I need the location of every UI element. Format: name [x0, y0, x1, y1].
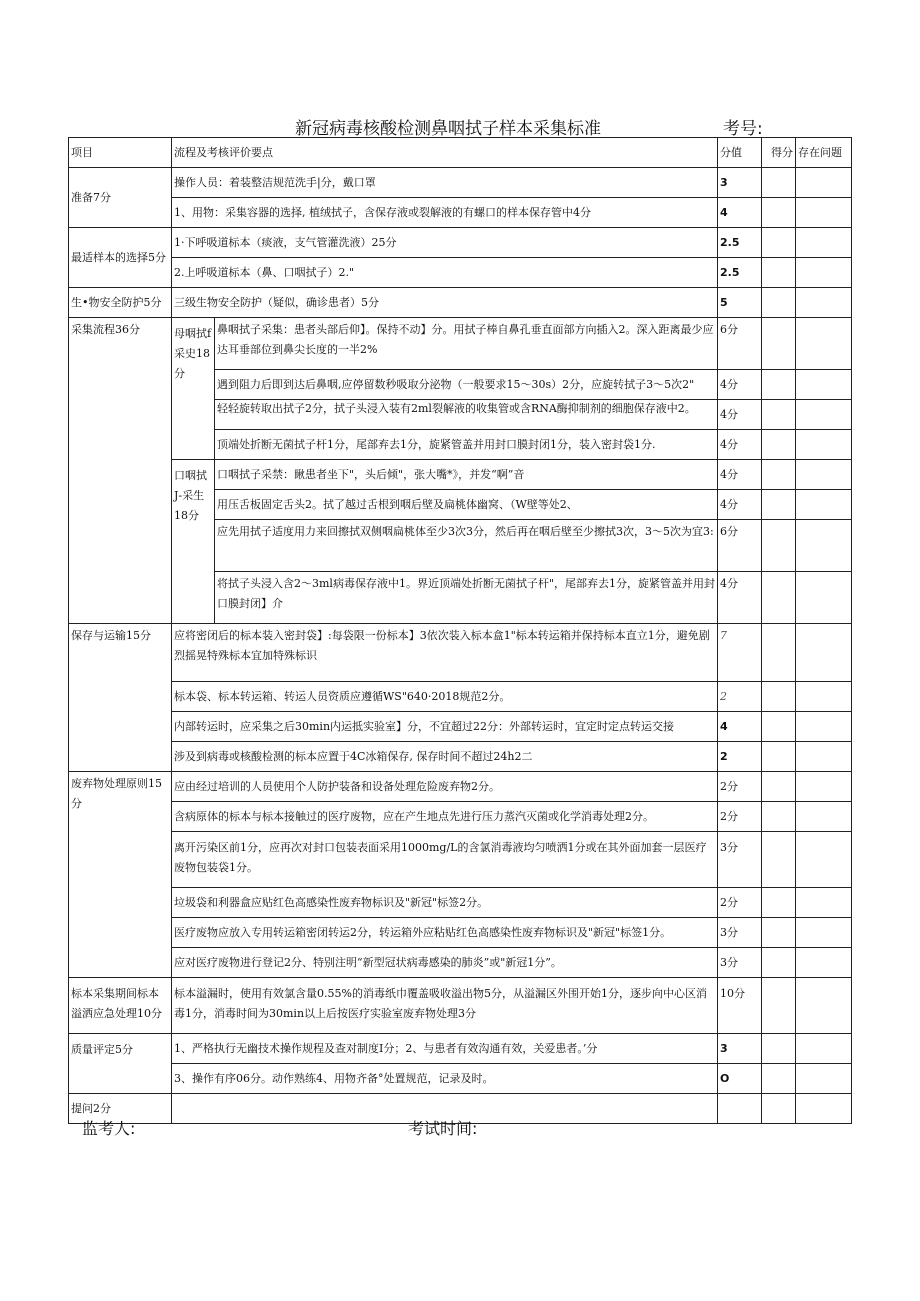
- criterion-text: 三级生物安全防护（疑似，确诊患者）5分: [172, 288, 718, 318]
- criterion-score: 2分: [718, 772, 762, 802]
- table-row: [69, 772, 852, 802]
- exam-time-label: 考试时间:: [408, 1119, 478, 1138]
- criterion-score: 10分: [718, 978, 762, 1034]
- problem-cell[interactable]: [796, 318, 852, 370]
- table-row: [69, 948, 852, 978]
- score-cell[interactable]: [762, 168, 796, 198]
- criterion-score: 3: [718, 1034, 762, 1064]
- table-row: [69, 1064, 852, 1094]
- problem-cell[interactable]: [796, 978, 852, 1034]
- header-got: 得分: [762, 138, 796, 168]
- score-cell[interactable]: [762, 288, 796, 318]
- score-cell[interactable]: [762, 712, 796, 742]
- criterion-score: 2分: [718, 888, 762, 918]
- criterion-text: 内部转运时，应采集之后30min内运抵实验室】分，不宜超过22分：外部转运时，宜定时定点转运交接: [172, 712, 718, 742]
- score-cell[interactable]: [762, 918, 796, 948]
- problem-cell[interactable]: [796, 460, 852, 490]
- criterion-score: 3分: [718, 832, 762, 888]
- table-row: [69, 460, 852, 490]
- criterion-text: 1·下呼吸道标本（痰液，支气管灌洗液）25分: [172, 228, 718, 258]
- criterion-text: 应对医疗废物进行登记2分、特别注明“新型冠状病毒感染的肺炎”或"新冠1分”。: [172, 948, 718, 978]
- problem-cell[interactable]: [796, 400, 852, 430]
- problem-cell[interactable]: [796, 370, 852, 400]
- criterion-text: 3、操作有序06分。动作熟练4、用物齐备°处置规范，记录及时。: [172, 1064, 718, 1094]
- table-row: [69, 888, 852, 918]
- category-prep: 准备7分: [69, 168, 172, 228]
- problem-cell[interactable]: [796, 624, 852, 682]
- category-collect: 采集流程36分: [69, 318, 172, 624]
- criterion-score: 4分: [718, 572, 762, 624]
- table-row: [69, 918, 852, 948]
- criterion-score: 4: [718, 712, 762, 742]
- score-cell[interactable]: [762, 832, 796, 888]
- criterion-text: 口咽拭子采禁：瞅患者坐下"，头后倾"，张大嘴*》，并发“啊”音: [215, 460, 718, 490]
- header-row: [69, 138, 852, 168]
- criterion-text: 1、严格执行无幽技术操作规程及查对制度I分；2、与患者有效沟通有效，关爱患者。’分: [172, 1034, 718, 1064]
- criterion-score: 5: [718, 288, 762, 318]
- header-problem: 存在问题: [796, 138, 852, 168]
- problem-cell[interactable]: [796, 682, 852, 712]
- problem-cell[interactable]: [796, 832, 852, 888]
- category-question: 提问2分: [69, 1094, 172, 1124]
- table-row: [69, 198, 852, 228]
- problem-cell[interactable]: [796, 288, 852, 318]
- criterion-score: 4: [718, 198, 762, 228]
- score-cell[interactable]: [762, 318, 796, 370]
- table-row: [69, 742, 852, 772]
- score-cell[interactable]: [762, 1064, 796, 1094]
- header-process: 流程及考核评价要点: [172, 138, 718, 168]
- criterion-score: 2分: [718, 802, 762, 832]
- score-cell[interactable]: [762, 772, 796, 802]
- score-cell[interactable]: [762, 948, 796, 978]
- problem-cell[interactable]: [796, 888, 852, 918]
- table-row: [69, 682, 852, 712]
- problem-cell[interactable]: [796, 948, 852, 978]
- problem-cell[interactable]: [796, 490, 852, 520]
- criterion-score: 2: [718, 682, 762, 712]
- criterion-score: 4分: [718, 490, 762, 520]
- problem-cell[interactable]: [796, 742, 852, 772]
- score-cell[interactable]: [762, 258, 796, 288]
- problem-cell[interactable]: [796, 1064, 852, 1094]
- criterion-text: 应将密闭后的标本装入密封袋】:每袋限一份标本】3依次装入标本盒1"标本转运箱并保持标本直立1分，避免剧烈摇晃特殊标本宜加特殊标识: [172, 624, 718, 682]
- problem-cell[interactable]: [796, 258, 852, 288]
- table-row: [69, 832, 852, 888]
- problem-cell[interactable]: [796, 520, 852, 572]
- score-cell[interactable]: [762, 490, 796, 520]
- criterion-text: 2.上呼吸道标本（鼻、口咽拭子）2.": [172, 258, 718, 288]
- header-item: 项目: [69, 138, 172, 168]
- score-cell[interactable]: [762, 228, 796, 258]
- criterion-text: 轻轻旋转取出拭子2分，拭子头浸入装有2ml裂解液的收集管或含RNA酶抑制剂的细胞保存液中2。: [215, 400, 718, 430]
- score-cell[interactable]: [762, 1094, 796, 1124]
- problem-cell[interactable]: [796, 572, 852, 624]
- subcategory-nasopharyngeal: 母咽拭f采史18分: [172, 318, 215, 460]
- criterion-text: 鼻咽拭子采集：患者头部后仰】。保持不动】分。用拭子棒自鼻孔垂直面部方向插入2。深入距离最少应达耳垂部位到鼻尖长度的一半2%: [215, 318, 718, 370]
- document-title: 新冠病毒核酸检测鼻咽拭子样本采集标准: [295, 119, 601, 139]
- assessment-table: [68, 137, 852, 1124]
- supervisor-label: 监考人:: [82, 1119, 136, 1138]
- table-row: [69, 318, 852, 370]
- score-cell[interactable]: [762, 742, 796, 772]
- criterion-score: 2: [718, 742, 762, 772]
- criterion-score: 6分: [718, 318, 762, 370]
- criterion-score: 3分: [718, 918, 762, 948]
- criterion-score: 4分: [718, 400, 762, 430]
- header-score: 分值: [718, 138, 762, 168]
- category-spill: 标本采集期间标本溢洒应急处理10分: [69, 978, 172, 1034]
- score-cell[interactable]: [762, 198, 796, 228]
- problem-cell[interactable]: [796, 918, 852, 948]
- criterion-text: 医疗废物应放入专用转运箱密闭转运2分，转运箱外应粘贴红色高感染性废弃物标识及"新冠"标签1分。: [172, 918, 718, 948]
- criterion-score: [718, 1094, 762, 1124]
- problem-cell[interactable]: [796, 802, 852, 832]
- criterion-text: 涉及到病毒或核酸检测的标本应置于4C冰箱保存, 保存时间不超过24h2二: [172, 742, 718, 772]
- criterion-score: 3: [718, 168, 762, 198]
- problem-cell[interactable]: [796, 772, 852, 802]
- problem-cell[interactable]: [796, 168, 852, 198]
- score-cell[interactable]: [762, 624, 796, 682]
- problem-cell[interactable]: [796, 228, 852, 258]
- criterion-text: 应由经过培训的人员使用个人防护装备和设备处理危险废弃物2分。: [172, 772, 718, 802]
- category-bio: 生•物安全防护5分: [69, 288, 172, 318]
- criterion-score: 7: [718, 624, 762, 682]
- criterion-text: 用压舌板固定舌头2。拭了越过舌根到咽后壁及扁桃体幽窝、（W壁等处2、: [215, 490, 718, 520]
- table-row: [69, 228, 852, 258]
- criterion-text: 操作人员：着装整洁规范洗手|分，戴口罩: [172, 168, 718, 198]
- problem-cell[interactable]: [796, 712, 852, 742]
- subcategory-oropharyngeal: 口咽拭J-采生18分: [172, 460, 215, 624]
- category-quality: 质量评定5分: [69, 1034, 172, 1094]
- problem-cell[interactable]: [796, 1034, 852, 1064]
- criterion-score: 2.5: [718, 258, 762, 288]
- criterion-text: 应先用拭子适度用力来回擦拭双侧咽扁桃体至少3次3分，然后再在咽后壁至少擦拭3次，3～5次为宜3:: [215, 520, 718, 572]
- score-cell[interactable]: [762, 460, 796, 490]
- criterion-score: 4分: [718, 370, 762, 400]
- criterion-score: 4分: [718, 430, 762, 460]
- score-cell[interactable]: [762, 802, 796, 832]
- score-cell[interactable]: [762, 978, 796, 1034]
- table-row: [69, 624, 852, 682]
- table-row: [69, 978, 852, 1034]
- problem-cell[interactable]: [796, 1094, 852, 1124]
- criterion-text: 标本袋、标本转运箱、转运人员资质应遵循WS"640·2018规范2分。: [172, 682, 718, 712]
- score-cell[interactable]: [762, 682, 796, 712]
- table-row: [69, 802, 852, 832]
- table-row: [69, 168, 852, 198]
- criterion-score: 2.5: [718, 228, 762, 258]
- criterion-text: 标本溢漏时，使用有效氯含量0.55%的消毒纸巾覆盖吸收溢出物5分，从溢漏区外围开始1分，逐步向中心区消毒1分，消毒时间为30min以上后按医疗实验室废弃物处理3分: [172, 978, 718, 1034]
- table-row: [69, 712, 852, 742]
- table-row: [69, 288, 852, 318]
- score-cell[interactable]: [762, 520, 796, 572]
- criterion-score: 3分: [718, 948, 762, 978]
- score-cell[interactable]: [762, 1034, 796, 1064]
- criterion-score: O: [718, 1064, 762, 1094]
- category-waste: 废弃物处理原则15分: [69, 772, 172, 978]
- criterion-text: 将拭子头浸入含2～3ml病毒保存液中1。界近顶端处折断无菌拭子杆"，尾部弃去1分，旋紧管盖并用封口膜封闭】介: [215, 572, 718, 624]
- criterion-text: 离开污染区前1分，应再次对封口包装表面采用1000mg/L的含氯消毒液均匀喷洒1分或在其外面加套一层医疗废物包装袋1分。: [172, 832, 718, 888]
- score-cell[interactable]: [762, 430, 796, 460]
- table-row: [69, 258, 852, 288]
- problem-cell[interactable]: [796, 430, 852, 460]
- category-store: 保存与运输15分: [69, 624, 172, 772]
- criterion-text: 1、用物：采集容器的选择, 植绒拭子，含保存液或裂解液的有螺口的样本保存管中4分: [172, 198, 718, 228]
- criterion-score: 4分: [718, 460, 762, 490]
- category-best: 最适样本的选择5分: [69, 228, 172, 288]
- criterion-text: 垃圾袋和利器盒应贴红色高感染性废弃物标识及"新冠"标签2分。: [172, 888, 718, 918]
- score-cell[interactable]: [762, 370, 796, 400]
- criterion-text: 遇到阻力后即到达后鼻咽,应停留数秒吸取分泌物（一般要求15～30s）2分，应旋转拭子3～5次2": [215, 370, 718, 400]
- criterion-text: 顶端处折断无菌拭子杆1分，尾部弃去1分，旋紧管盖并用封口膜封闭1分，装入密封袋1分.: [215, 430, 718, 460]
- score-cell[interactable]: [762, 400, 796, 430]
- score-cell[interactable]: [762, 888, 796, 918]
- score-cell[interactable]: [762, 572, 796, 624]
- table-row: [69, 1034, 852, 1064]
- problem-cell[interactable]: [796, 198, 852, 228]
- exam-number-label: 考号:: [723, 119, 763, 139]
- criterion-score: 6分: [718, 520, 762, 572]
- criterion-text: 含病原体的标本与标本接触过的医疗废物，应在产生地点先进行压力蒸汽灭菌或化学消毒处理2分。: [172, 802, 718, 832]
